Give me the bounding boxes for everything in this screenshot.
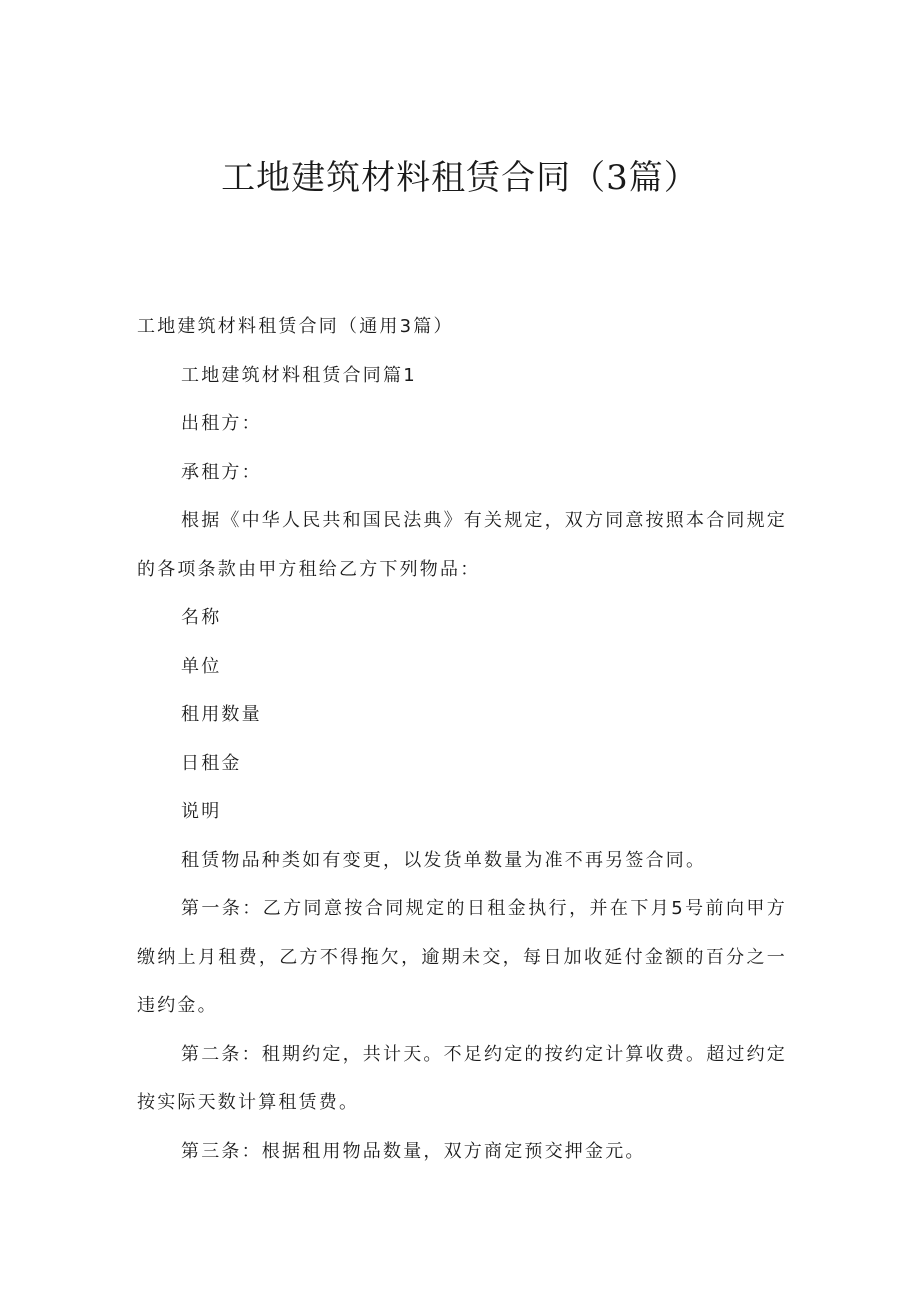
paragraph-lessor: 出租方： — [181, 413, 262, 434]
document-title: 工地建筑材料租赁合同（3篇） — [221, 158, 699, 198]
paragraph-lessee: 承租方： — [181, 461, 262, 483]
paragraph-article-3: 第三条：根据租用物品数量，双方商定预交押金元。 — [181, 1140, 646, 1162]
paragraph-field-notes: 说明 — [181, 801, 222, 822]
paragraph-section-heading: 工地建筑材料租赁合同篇1 — [181, 364, 417, 386]
document-body — [137, 303, 787, 1176]
paragraph-field-daily-rent: 日租金 — [181, 752, 242, 774]
paragraph-article-2: 第二条：租期约定，共计天。不足约定的按约定计算收费。超过约定按实际天数计算租赁费。 — [137, 1043, 787, 1113]
paragraph-article-1: 第一条：乙方同意按合同规定的日租金执行，并在下月5号前向甲方缴纳上月租费，乙方不得拖欠，逾期未交，每日加收延付金额的百分之一违约金。 — [137, 898, 787, 1016]
paragraph-field-unit: 单位 — [181, 655, 222, 677]
paragraph-subtitle: 工地建筑材料租赁合同（通用3篇） — [137, 316, 454, 337]
paragraph-field-name: 名称 — [181, 607, 222, 628]
paragraph-field-quantity: 租用数量 — [181, 704, 262, 725]
paragraph-item-changes: 租赁物品种类如有变更，以发货单数量为准不再另签合同。 — [181, 849, 707, 871]
paragraph-preamble: 根据《中华人民共和国民法典》有关规定，双方同意按照本合同规定的各项条款由甲方租给乙方下列物品： — [137, 510, 787, 580]
